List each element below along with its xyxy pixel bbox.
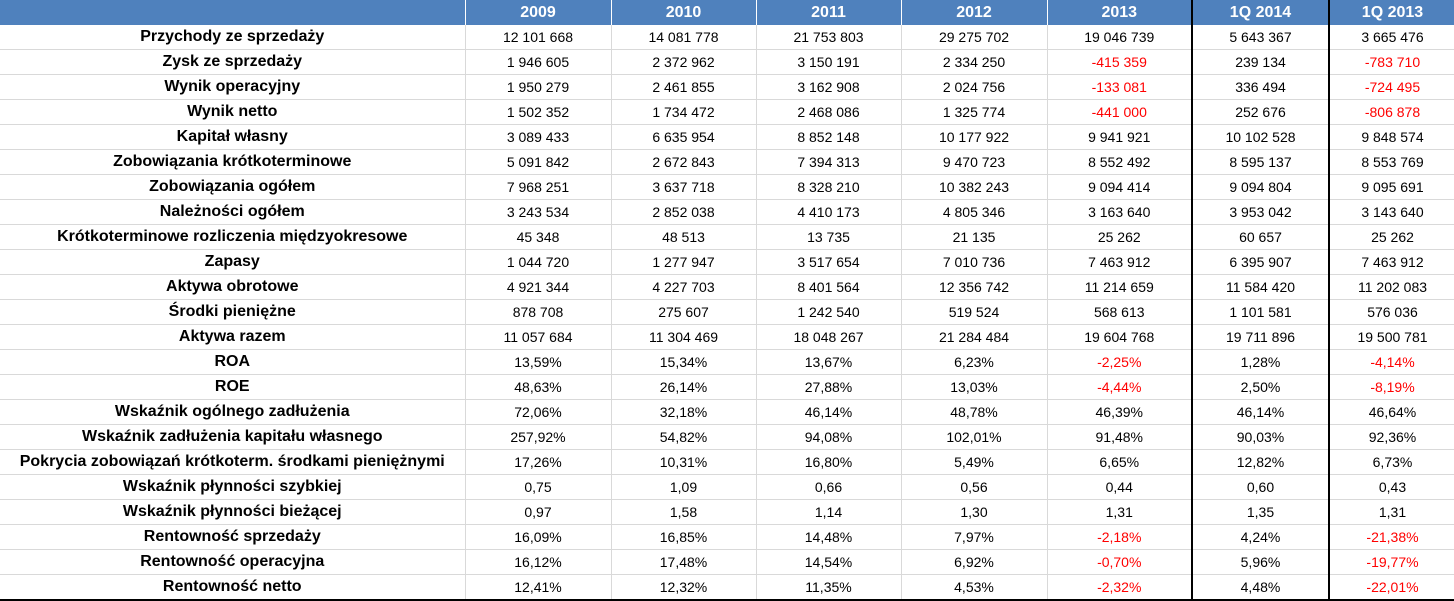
table-cell: -2,32% bbox=[1047, 575, 1192, 601]
table-cell: 3 243 534 bbox=[465, 200, 611, 225]
table-cell: 7 463 912 bbox=[1047, 250, 1192, 275]
table-cell: 2 852 038 bbox=[611, 200, 756, 225]
header-2012: 2012 bbox=[901, 0, 1047, 25]
table-row bbox=[0, 175, 1454, 200]
table-row bbox=[0, 500, 1454, 525]
header-2011: 2011 bbox=[756, 0, 901, 25]
table-cell: 7 463 912 bbox=[1329, 250, 1454, 275]
table-cell: 21 135 bbox=[901, 225, 1047, 250]
table-cell: 3 143 640 bbox=[1329, 200, 1454, 225]
row-label: Rentowność sprzedaży bbox=[0, 525, 465, 550]
header-2013: 2013 bbox=[1047, 0, 1192, 25]
table-row bbox=[0, 200, 1454, 225]
table-row bbox=[0, 75, 1454, 100]
row-label: Wynik netto bbox=[0, 100, 465, 125]
table-cell: 16,09% bbox=[465, 525, 611, 550]
table-cell: 239 134 bbox=[1192, 50, 1329, 75]
table-cell: 54,82% bbox=[611, 425, 756, 450]
table-cell: 0,43 bbox=[1329, 475, 1454, 500]
table-row bbox=[0, 25, 1454, 50]
table-cell: 11 584 420 bbox=[1192, 275, 1329, 300]
table-cell: 3 089 433 bbox=[465, 125, 611, 150]
table-cell: 1 101 581 bbox=[1192, 300, 1329, 325]
table-cell: 48 513 bbox=[611, 225, 756, 250]
table-cell: 16,85% bbox=[611, 525, 756, 550]
table-cell: -2,25% bbox=[1047, 350, 1192, 375]
table-cell: 9 095 691 bbox=[1329, 175, 1454, 200]
table-cell: -133 081 bbox=[1047, 75, 1192, 100]
table-cell: 11 202 083 bbox=[1329, 275, 1454, 300]
table-cell: 12,32% bbox=[611, 575, 756, 601]
table-cell: 16,12% bbox=[465, 550, 611, 575]
table-row bbox=[0, 150, 1454, 175]
table-cell: 6,23% bbox=[901, 350, 1047, 375]
table-cell: 2 461 855 bbox=[611, 75, 756, 100]
header-1q-2013: 1Q 2013 bbox=[1329, 0, 1454, 25]
table-row bbox=[0, 550, 1454, 575]
table-cell: 6 395 907 bbox=[1192, 250, 1329, 275]
table-cell: -21,38% bbox=[1329, 525, 1454, 550]
table-cell: 3 637 718 bbox=[611, 175, 756, 200]
table-cell: 8 552 492 bbox=[1047, 150, 1192, 175]
header-2009: 2009 bbox=[465, 0, 611, 25]
table-cell: 1,30 bbox=[901, 500, 1047, 525]
row-label: Wynik operacyjny bbox=[0, 75, 465, 100]
row-label: Wskaźnik płynności szybkiej bbox=[0, 475, 465, 500]
table-cell: 2,50% bbox=[1192, 375, 1329, 400]
table-cell: 2 334 250 bbox=[901, 50, 1047, 75]
row-label: Przychody ze sprzedaży bbox=[0, 25, 465, 50]
header-row bbox=[0, 0, 1454, 25]
table-cell: 10 177 922 bbox=[901, 125, 1047, 150]
table-cell: 519 524 bbox=[901, 300, 1047, 325]
table-cell: 7 968 251 bbox=[465, 175, 611, 200]
table-cell: 29 275 702 bbox=[901, 25, 1047, 50]
table-cell: 91,48% bbox=[1047, 425, 1192, 450]
table-cell: 2 672 843 bbox=[611, 150, 756, 175]
row-label: Należności ogółem bbox=[0, 200, 465, 225]
table-cell: 13 735 bbox=[756, 225, 901, 250]
table-cell: -441 000 bbox=[1047, 100, 1192, 125]
table-row bbox=[0, 475, 1454, 500]
table-cell: 9 094 804 bbox=[1192, 175, 1329, 200]
table-cell: 1,14 bbox=[756, 500, 901, 525]
table-cell: 1 277 947 bbox=[611, 250, 756, 275]
table-row bbox=[0, 350, 1454, 375]
table-cell: 46,14% bbox=[756, 400, 901, 425]
table-cell: 1,31 bbox=[1047, 500, 1192, 525]
row-label: Zobowiązania ogółem bbox=[0, 175, 465, 200]
table-cell: 16,80% bbox=[756, 450, 901, 475]
table-cell: 14 081 778 bbox=[611, 25, 756, 50]
table-row bbox=[0, 325, 1454, 350]
row-label: Wskaźnik płynności bieżącej bbox=[0, 500, 465, 525]
table-row bbox=[0, 300, 1454, 325]
table-cell: -0,70% bbox=[1047, 550, 1192, 575]
table-cell: 19 604 768 bbox=[1047, 325, 1192, 350]
table-cell: 8 328 210 bbox=[756, 175, 901, 200]
table-cell: -22,01% bbox=[1329, 575, 1454, 601]
row-label: Pokrycia zobowiązań krótkoterm. środkami pieniężnymi bbox=[0, 450, 465, 475]
table-cell: 17,26% bbox=[465, 450, 611, 475]
table-cell: 94,08% bbox=[756, 425, 901, 450]
row-label: Aktywa obrotowe bbox=[0, 275, 465, 300]
table-cell: 19 046 739 bbox=[1047, 25, 1192, 50]
header-label-cell bbox=[0, 0, 465, 25]
table-cell: 2 024 756 bbox=[901, 75, 1047, 100]
table-cell: -724 495 bbox=[1329, 75, 1454, 100]
table-cell: 7 394 313 bbox=[756, 150, 901, 175]
table-cell: 13,03% bbox=[901, 375, 1047, 400]
table-cell: 3 150 191 bbox=[756, 50, 901, 75]
table-cell: 6,73% bbox=[1329, 450, 1454, 475]
table-cell: 11,35% bbox=[756, 575, 901, 601]
row-label: Zobowiązania krótkoterminowe bbox=[0, 150, 465, 175]
table-cell: 11 304 469 bbox=[611, 325, 756, 350]
table-cell: 8 553 769 bbox=[1329, 150, 1454, 175]
table-cell: 2 372 962 bbox=[611, 50, 756, 75]
table-cell: 48,78% bbox=[901, 400, 1047, 425]
table-cell: 90,03% bbox=[1192, 425, 1329, 450]
table-cell: 4 921 344 bbox=[465, 275, 611, 300]
table-cell: 336 494 bbox=[1192, 75, 1329, 100]
table-cell: 1,09 bbox=[611, 475, 756, 500]
header-1q-2014: 1Q 2014 bbox=[1192, 0, 1329, 25]
table-cell: 0,56 bbox=[901, 475, 1047, 500]
table-cell: 10 102 528 bbox=[1192, 125, 1329, 150]
table-cell: 25 262 bbox=[1047, 225, 1192, 250]
table-row bbox=[0, 425, 1454, 450]
table-cell: 9 094 414 bbox=[1047, 175, 1192, 200]
table-row bbox=[0, 375, 1454, 400]
table-cell: 7 010 736 bbox=[901, 250, 1047, 275]
table-cell: 8 401 564 bbox=[756, 275, 901, 300]
table-cell: 3 517 654 bbox=[756, 250, 901, 275]
table-cell: 12 101 668 bbox=[465, 25, 611, 50]
table-cell: 13,59% bbox=[465, 350, 611, 375]
table-cell: 1 044 720 bbox=[465, 250, 611, 275]
table-cell: 32,18% bbox=[611, 400, 756, 425]
table-cell: 1 325 774 bbox=[901, 100, 1047, 125]
table-cell: 1,28% bbox=[1192, 350, 1329, 375]
table-cell: 14,48% bbox=[756, 525, 901, 550]
table-row bbox=[0, 225, 1454, 250]
table-cell: -4,14% bbox=[1329, 350, 1454, 375]
table-cell: 5 091 842 bbox=[465, 150, 611, 175]
row-label: Rentowność operacyjna bbox=[0, 550, 465, 575]
table-row bbox=[0, 400, 1454, 425]
table-cell: 252 676 bbox=[1192, 100, 1329, 125]
row-label: Środki pieniężne bbox=[0, 300, 465, 325]
table-row bbox=[0, 275, 1454, 300]
table-cell: 1 946 605 bbox=[465, 50, 611, 75]
table-cell: 102,01% bbox=[901, 425, 1047, 450]
table-cell: 9 470 723 bbox=[901, 150, 1047, 175]
table-cell: 5 643 367 bbox=[1192, 25, 1329, 50]
header-2010: 2010 bbox=[611, 0, 756, 25]
table-cell: 1 950 279 bbox=[465, 75, 611, 100]
table-cell: 48,63% bbox=[465, 375, 611, 400]
table-cell: 0,44 bbox=[1047, 475, 1192, 500]
table-cell: 568 613 bbox=[1047, 300, 1192, 325]
table-cell: 6,65% bbox=[1047, 450, 1192, 475]
table-cell: 6 635 954 bbox=[611, 125, 756, 150]
table-cell: 4,53% bbox=[901, 575, 1047, 601]
table-cell: -8,19% bbox=[1329, 375, 1454, 400]
row-label: Wskaźnik zadłużenia kapitału własnego bbox=[0, 425, 465, 450]
table-cell: 17,48% bbox=[611, 550, 756, 575]
table-cell: 2 468 086 bbox=[756, 100, 901, 125]
table-cell: 4 227 703 bbox=[611, 275, 756, 300]
table-cell: 19 500 781 bbox=[1329, 325, 1454, 350]
table-cell: 0,66 bbox=[756, 475, 901, 500]
table-cell: 12 356 742 bbox=[901, 275, 1047, 300]
table-cell: 60 657 bbox=[1192, 225, 1329, 250]
table-cell: 0,60 bbox=[1192, 475, 1329, 500]
table-cell: 6,92% bbox=[901, 550, 1047, 575]
table-row bbox=[0, 525, 1454, 550]
table-cell: 1 502 352 bbox=[465, 100, 611, 125]
table-cell: 4,24% bbox=[1192, 525, 1329, 550]
table-cell: 12,41% bbox=[465, 575, 611, 601]
table-cell: 275 607 bbox=[611, 300, 756, 325]
row-label: Kapitał własny bbox=[0, 125, 465, 150]
table-cell: 46,64% bbox=[1329, 400, 1454, 425]
table-cell: 10 382 243 bbox=[901, 175, 1047, 200]
table-cell: 0,97 bbox=[465, 500, 611, 525]
table-cell: 3 162 908 bbox=[756, 75, 901, 100]
table-cell: 92,36% bbox=[1329, 425, 1454, 450]
table-cell: 8 595 137 bbox=[1192, 150, 1329, 175]
table-cell: -4,44% bbox=[1047, 375, 1192, 400]
table-row bbox=[0, 575, 1454, 601]
table-row bbox=[0, 450, 1454, 475]
row-label: ROE bbox=[0, 375, 465, 400]
row-label: ROA bbox=[0, 350, 465, 375]
table-cell: 11 057 684 bbox=[465, 325, 611, 350]
row-label: Zysk ze sprzedaży bbox=[0, 50, 465, 75]
table-cell: 9 848 574 bbox=[1329, 125, 1454, 150]
table-cell: 3 953 042 bbox=[1192, 200, 1329, 225]
table-cell: 1 734 472 bbox=[611, 100, 756, 125]
table-cell: 25 262 bbox=[1329, 225, 1454, 250]
table-row bbox=[0, 50, 1454, 75]
table-cell: 11 214 659 bbox=[1047, 275, 1192, 300]
row-label: Aktywa razem bbox=[0, 325, 465, 350]
table-cell: -19,77% bbox=[1329, 550, 1454, 575]
table-cell: 4,48% bbox=[1192, 575, 1329, 601]
table-cell: 13,67% bbox=[756, 350, 901, 375]
table-cell: 576 036 bbox=[1329, 300, 1454, 325]
table-cell: 14,54% bbox=[756, 550, 901, 575]
table-cell: -415 359 bbox=[1047, 50, 1192, 75]
table-cell: 10,31% bbox=[611, 450, 756, 475]
table-cell: 12,82% bbox=[1192, 450, 1329, 475]
table-cell: 46,14% bbox=[1192, 400, 1329, 425]
table-cell: 3 665 476 bbox=[1329, 25, 1454, 50]
row-label: Wskaźnik ogólnego zadłużenia bbox=[0, 400, 465, 425]
table-cell: 4 410 173 bbox=[756, 200, 901, 225]
table-cell: 45 348 bbox=[465, 225, 611, 250]
table-cell: -806 878 bbox=[1329, 100, 1454, 125]
table-cell: 4 805 346 bbox=[901, 200, 1047, 225]
table-cell: 8 852 148 bbox=[756, 125, 901, 150]
table-cell: 27,88% bbox=[756, 375, 901, 400]
table-cell: -783 710 bbox=[1329, 50, 1454, 75]
table-cell: 5,96% bbox=[1192, 550, 1329, 575]
table-cell: 72,06% bbox=[465, 400, 611, 425]
table-cell: 21 284 484 bbox=[901, 325, 1047, 350]
table-cell: 19 711 896 bbox=[1192, 325, 1329, 350]
row-label: Zapasy bbox=[0, 250, 465, 275]
table-cell: 3 163 640 bbox=[1047, 200, 1192, 225]
row-label: Krótkoterminowe rozliczenia międzyokresowe bbox=[0, 225, 465, 250]
table-cell: 0,75 bbox=[465, 475, 611, 500]
table-cell: 5,49% bbox=[901, 450, 1047, 475]
table-cell: 1,31 bbox=[1329, 500, 1454, 525]
table-cell: 1,58 bbox=[611, 500, 756, 525]
table-cell: 46,39% bbox=[1047, 400, 1192, 425]
table-row bbox=[0, 250, 1454, 275]
table-cell: 9 941 921 bbox=[1047, 125, 1192, 150]
table-cell: 21 753 803 bbox=[756, 25, 901, 50]
table-cell: 7,97% bbox=[901, 525, 1047, 550]
row-label: Rentowność netto bbox=[0, 575, 465, 601]
table-cell: 1 242 540 bbox=[756, 300, 901, 325]
table-row bbox=[0, 100, 1454, 125]
table-cell: 1,35 bbox=[1192, 500, 1329, 525]
table-cell: 15,34% bbox=[611, 350, 756, 375]
table-row bbox=[0, 125, 1454, 150]
table-cell: 257,92% bbox=[465, 425, 611, 450]
table-cell: 878 708 bbox=[465, 300, 611, 325]
table-cell: -2,18% bbox=[1047, 525, 1192, 550]
table-cell: 18 048 267 bbox=[756, 325, 901, 350]
table-cell: 26,14% bbox=[611, 375, 756, 400]
